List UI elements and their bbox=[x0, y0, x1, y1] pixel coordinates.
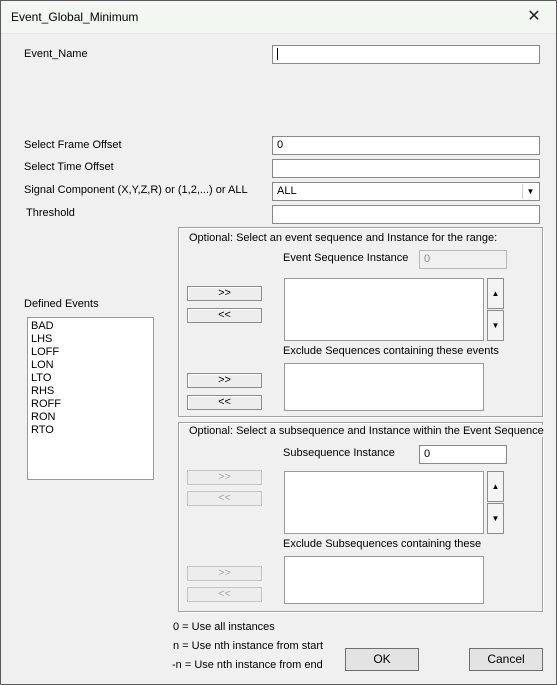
move-up-icon[interactable]: ▲ bbox=[487, 471, 504, 502]
add-exclude-subsequence-button[interactable]: >> bbox=[187, 566, 262, 581]
signal-component-label: Signal Component (X,Y,Z,R) or (1,2,...) or ALL bbox=[24, 184, 248, 196]
event-name-label: Event_Name bbox=[24, 48, 88, 60]
threshold-label: Threshold bbox=[26, 207, 75, 219]
ok-button[interactable]: OK bbox=[345, 648, 419, 671]
time-offset-label: Select Time Offset bbox=[24, 161, 114, 173]
list-item[interactable]: RON bbox=[31, 411, 56, 423]
list-item[interactable]: RTO bbox=[31, 424, 54, 436]
event-sequence-group-title: Optional: Select an event sequence and Instance for the range: bbox=[189, 232, 498, 244]
subsequence-group-title: Optional: Select a subsequence and Instance within the Event Sequence bbox=[189, 425, 544, 437]
note-nth-from-end: -n = Use nth instance from end bbox=[172, 659, 323, 671]
text-caret bbox=[277, 48, 278, 60]
exclude-subsequences-list[interactable] bbox=[284, 556, 484, 604]
cancel-button[interactable]: Cancel bbox=[469, 648, 543, 671]
signal-component-select[interactable] bbox=[272, 182, 540, 201]
add-sequence-button[interactable]: >> bbox=[187, 286, 262, 301]
signal-component-value: ALL bbox=[277, 185, 297, 197]
add-subsequence-button[interactable]: >> bbox=[187, 470, 262, 485]
close-icon[interactable]: ✕ bbox=[527, 8, 541, 25]
remove-subsequence-button[interactable]: << bbox=[187, 491, 262, 506]
window-title: Event_Global_Minimum bbox=[11, 10, 139, 24]
exclude-sequences-list[interactable] bbox=[284, 363, 484, 411]
event-sequence-list[interactable] bbox=[284, 278, 484, 341]
list-item[interactable]: RHS bbox=[31, 385, 55, 397]
exclude-subsequences-label: Exclude Subsequences containing these bbox=[283, 538, 482, 550]
threshold-input[interactable] bbox=[272, 205, 540, 224]
exclude-sequences-label: Exclude Sequences containing these events bbox=[283, 345, 499, 357]
defined-events-list[interactable] bbox=[27, 317, 154, 480]
move-down-icon[interactable]: ▼ bbox=[487, 310, 504, 341]
remove-sequence-button[interactable]: << bbox=[187, 308, 262, 323]
subsequence-instance-label: Subsequence Instance bbox=[283, 447, 395, 459]
subsequence-instance-input[interactable]: 0 bbox=[419, 445, 507, 464]
time-offset-input[interactable] bbox=[272, 159, 540, 178]
defined-events-label: Defined Events bbox=[24, 298, 99, 310]
move-down-icon[interactable]: ▼ bbox=[487, 503, 504, 534]
add-exclude-sequence-button[interactable]: >> bbox=[187, 373, 262, 388]
list-item[interactable]: ROFF bbox=[31, 398, 61, 410]
subsequence-list[interactable] bbox=[284, 471, 484, 534]
note-nth-from-start: n = Use nth instance from start bbox=[173, 640, 324, 652]
list-item[interactable]: LTO bbox=[31, 372, 52, 384]
event-sequence-instance-label: Event Sequence Instance bbox=[283, 252, 409, 264]
event-name-input[interactable] bbox=[272, 45, 540, 64]
title-bar bbox=[1, 1, 556, 34]
note-all-instances: 0 = Use all instances bbox=[173, 621, 275, 633]
frame-offset-label: Select Frame Offset bbox=[24, 139, 122, 151]
remove-exclude-sequence-button[interactable]: << bbox=[187, 395, 262, 410]
move-up-icon[interactable]: ▲ bbox=[487, 278, 504, 309]
list-item[interactable]: LOFF bbox=[31, 346, 60, 358]
remove-exclude-subsequence-button[interactable]: << bbox=[187, 587, 262, 602]
list-item[interactable]: LON bbox=[31, 359, 54, 371]
chevron-down-icon[interactable]: ▼ bbox=[522, 184, 538, 199]
list-item[interactable]: BAD bbox=[31, 320, 54, 332]
event-sequence-instance-input[interactable]: 0 bbox=[419, 250, 507, 269]
frame-offset-input[interactable]: 0 bbox=[272, 136, 540, 155]
list-item[interactable]: LHS bbox=[31, 333, 53, 345]
